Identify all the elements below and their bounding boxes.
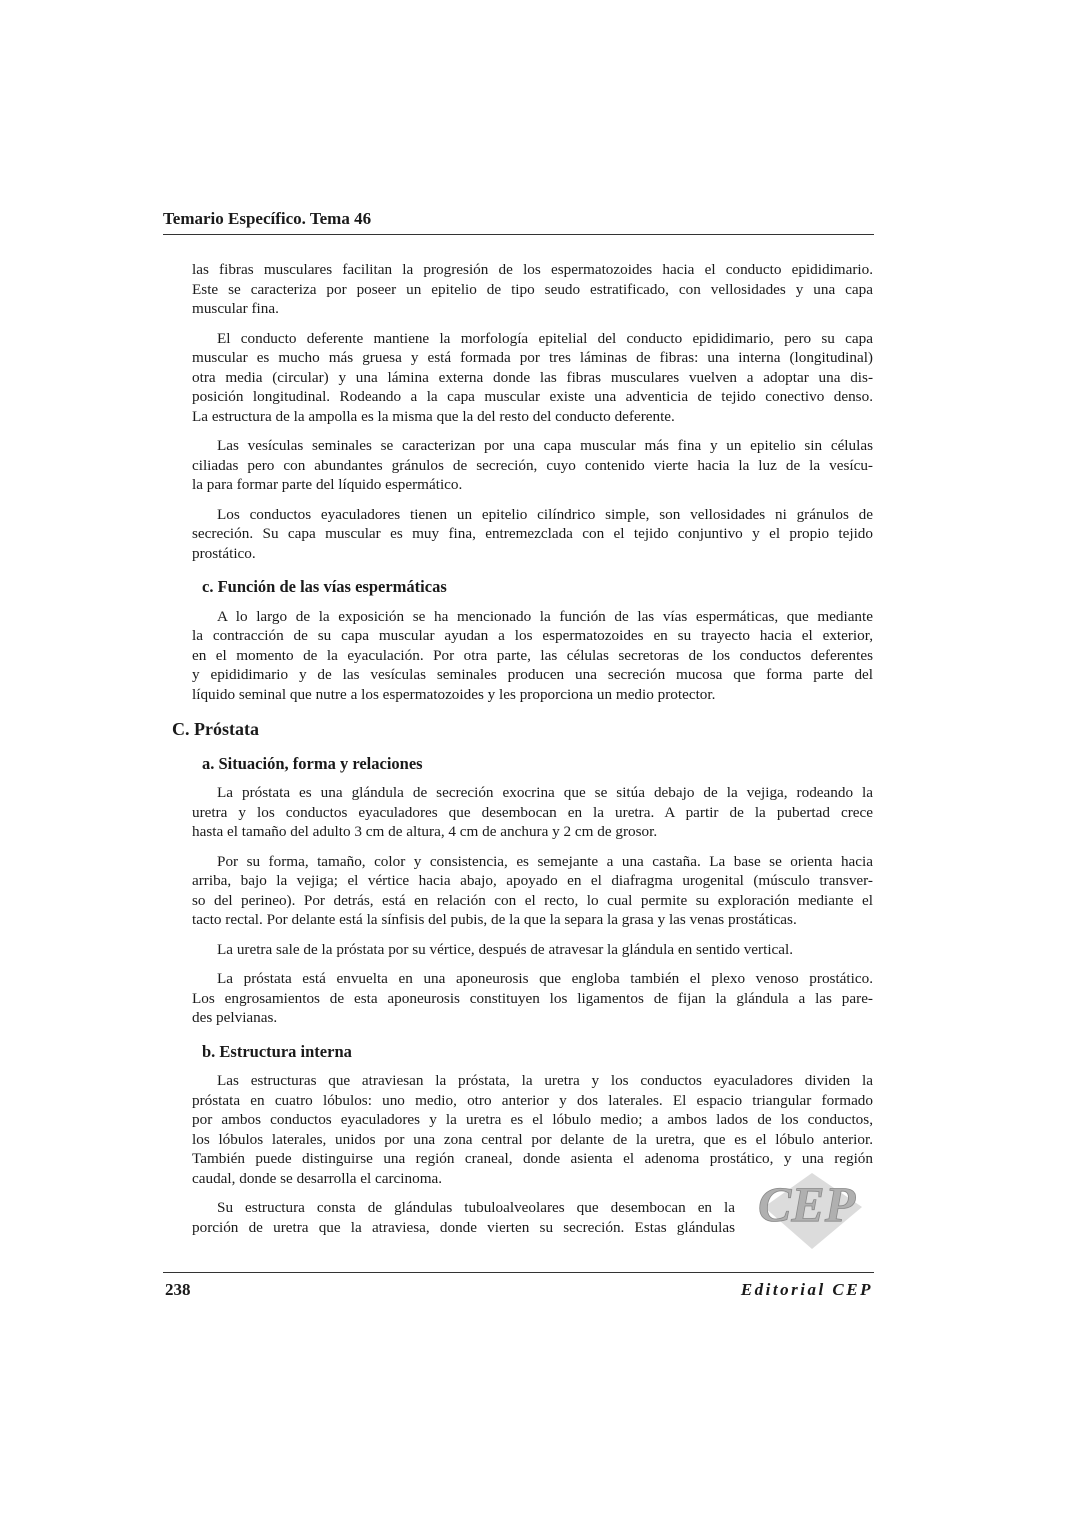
text-line: Por su forma, tamaño, color y consistencia, es semejante a una castaña. La base se orienta hacia [217,852,873,870]
text-line: También puede distinguirse una región craneal, donde asienta el adenoma prostático, y una región [192,1150,873,1167]
text-line: muscular fina. [192,300,279,317]
text-line: secreción. Su capa muscular es muy fina, entremezclada con el tejido conjuntivo y el propio tejido [192,525,873,542]
text-line: La próstata está envuelta en una aponeurosis que engloba también el plexo venoso prostático. [217,970,873,987]
text-line: Los conductos eyaculadores tienen un epitelio cilíndrico simple, son vellosidades ni gránulos de [217,505,873,523]
text-line: por ambos conductos eyaculadores y la uretra es el lóbulo medio; a ambos lados de los conductos, [192,1111,873,1128]
text-line: los lóbulos laterales, unidos por una zona central por delante de la uretra, que es el lóbulo anterior. [192,1130,873,1148]
text-line: Las estructuras que atraviesan la próstata, la uretra y los conductos eyaculadores dividen la [217,1072,873,1089]
text-line: muscular es mucho más gruesa y está formada por tres láminas de fibras: una interna (longitudinal) [192,349,873,366]
text-line: porción de uretra que la atraviesa, donde vierten su secreción. Estas glándulas [192,1218,735,1236]
text-line: próstata en cuatro lóbulos: uno medio, otro anterior y dos laterales. El espacio triangular formado [192,1091,873,1109]
text-line: líquido seminal que nutre a los espermatozoides y les proporciona un medio protector. [192,685,716,703]
paragraph [192,783,873,842]
svg-text:CEP: CEP [758,1176,856,1232]
paragraph [192,260,873,319]
subsection-heading: c. Función de las vías espermáticas [202,577,447,596]
page-number: 238 [165,1280,191,1299]
text-line: Los engrosamientos de esta aponeurosis constituyen los ligamentos de fijan la glándula a las pare- [192,989,873,1007]
text-line: y epididimario y de las vesículas seminales producen una secreción mucosa que forma parte del [192,666,873,683]
footer-rule [163,1272,874,1273]
paragraph [192,940,873,960]
text-line: tacto rectal. Por delante está la sínfisis del pubis, de la que la separa la grasa y las venas prostáticas. [192,911,797,928]
text-line: Este se caracteriza por poseer un epitelio de tipo seudo estratificado, con vellosidades y una capa [192,280,873,298]
text-line: en el momento de la eyaculación. Por otra parte, las células secretoras de los conductos deferentes [192,646,873,664]
text-line: ciliadas pero con abundantes gránulos de secreción, cuyo contenido vierte hacia la luz de la vesícu- [192,456,873,474]
subsection-heading: b. Estructura interna [202,1041,352,1061]
text-line: caudal, donde se desarrolla el carcinoma. [192,1169,443,1187]
text-line: La estructura de la ampolla es la misma que la del resto del conducto deferente. [192,407,675,425]
text-line: La próstata es una glándula de secreción exocrina que se sitúa debajo de la vejiga, rodeando la [217,784,873,801]
text-line: otra media (circular) y una lámina externa donde las fibras musculares vuelven a adoptar una dis- [192,368,873,386]
text-line: La uretra sale de la próstata por su vértice, después de atravesar la glándula en sentido vertical. [217,940,794,958]
paragraph [192,969,873,1028]
text-line: des pelvianas. [192,1009,278,1026]
header-rule [163,234,874,235]
running-header: Temario Específico. Tema 46 [163,209,372,228]
text-line: so del perineo). Por detrás, está en relación con el recto, lo cual permite su exploración mediante el [192,891,873,909]
page-body [172,260,873,1247]
paragraph [192,329,873,427]
text-line: prostático. [192,544,256,562]
text-line: la contracción de su capa muscular ayudan a los espermatozoides en su trayecto hacia el exterior, [192,627,873,644]
cep-logo [750,1165,870,1250]
text-line: la para formar parte del líquido espermático. [192,476,463,493]
paragraph [192,505,873,564]
text-line: arriba, bajo la vejiga; el vértice hacia abajo, apoyado en el diafragma urogenital (músculo transver- [192,872,873,889]
text-line: Las vesículas seminales se caracterizan por una capa muscular más fina y un epitelio sin células [217,437,873,454]
paragraph [192,607,873,705]
paragraph [192,852,873,930]
section-heading: C. Próstata [172,719,259,739]
text-line: hasta el tamaño del adulto 3 cm de altura, 4 cm de anchura y 2 cm de grosor. [192,823,658,840]
paragraph [192,436,873,495]
publisher-name: Editorial CEP [740,1280,873,1299]
text-line: A lo largo de la exposición se ha mencionado la función de las vías espermáticas, que mediante [217,607,873,625]
text-line: Su estructura consta de glándulas tubuloalveolares que desembocan en la [217,1199,735,1216]
text-line: El conducto deferente mantiene la morfología epitelial del conducto epididimario, pero su capa [217,329,873,347]
text-line: posición longitudinal. Rodeando a la capa muscular existe una adventicia de tejido conectivo denso. [192,388,873,405]
text-line: uretra y los conductos eyaculadores que desembocan en la uretra. A partir de la pubertad crece [192,803,873,821]
subsection-heading: a. Situación, forma y relaciones [202,753,423,773]
text-line: las fibras musculares facilitan la progresión de los espermatozoides hacia el conducto epididimario. [192,261,873,278]
